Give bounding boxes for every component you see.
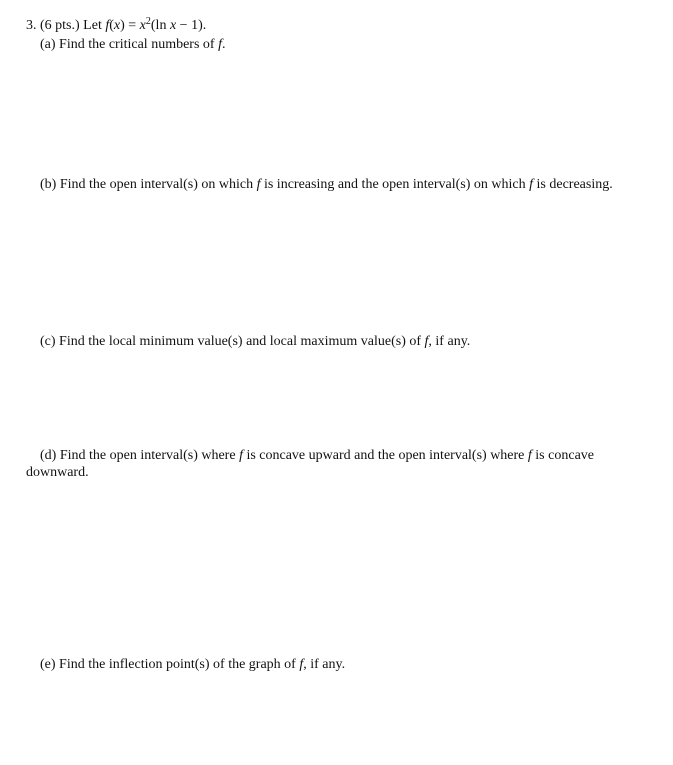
part-d-label: (d) bbox=[40, 448, 57, 463]
problem-lead: Let bbox=[83, 18, 102, 33]
part-e-question: (e) Find the inflection point(s) of the graph of f, if any. bbox=[40, 657, 346, 672]
part-a-label: (a) bbox=[40, 37, 56, 52]
part-e-label: (e) bbox=[40, 657, 56, 672]
problem-number: 3. bbox=[26, 18, 37, 33]
part-a-question: (a) Find the critical numbers of f. bbox=[40, 37, 226, 52]
problem-header bbox=[26, 17, 206, 34]
part-b-question: (b) Find the open interval(s) on which f is increasing and the open interval(s) on which f is decreasing. bbox=[40, 177, 613, 192]
part-c-question: (c) Find the local minimum value(s) and local maximum value(s) of f, if any. bbox=[40, 334, 471, 349]
part-b-label: (b) bbox=[40, 177, 57, 192]
part-d-question-line-1: (d) Find the open interval(s) where f is concave upward and the open interval(s) where f is concave bbox=[40, 448, 594, 463]
function-name: f bbox=[105, 18, 110, 33]
part-c-label: (c) bbox=[40, 334, 56, 349]
problem-points: (6 pts.) bbox=[40, 18, 80, 33]
function-definition: $f(x) = x^2(\ln$ x − 1). bbox=[105, 16, 207, 33]
part-d-question-line-2: downward. bbox=[26, 465, 89, 480]
exponent: 2 bbox=[145, 16, 151, 27]
